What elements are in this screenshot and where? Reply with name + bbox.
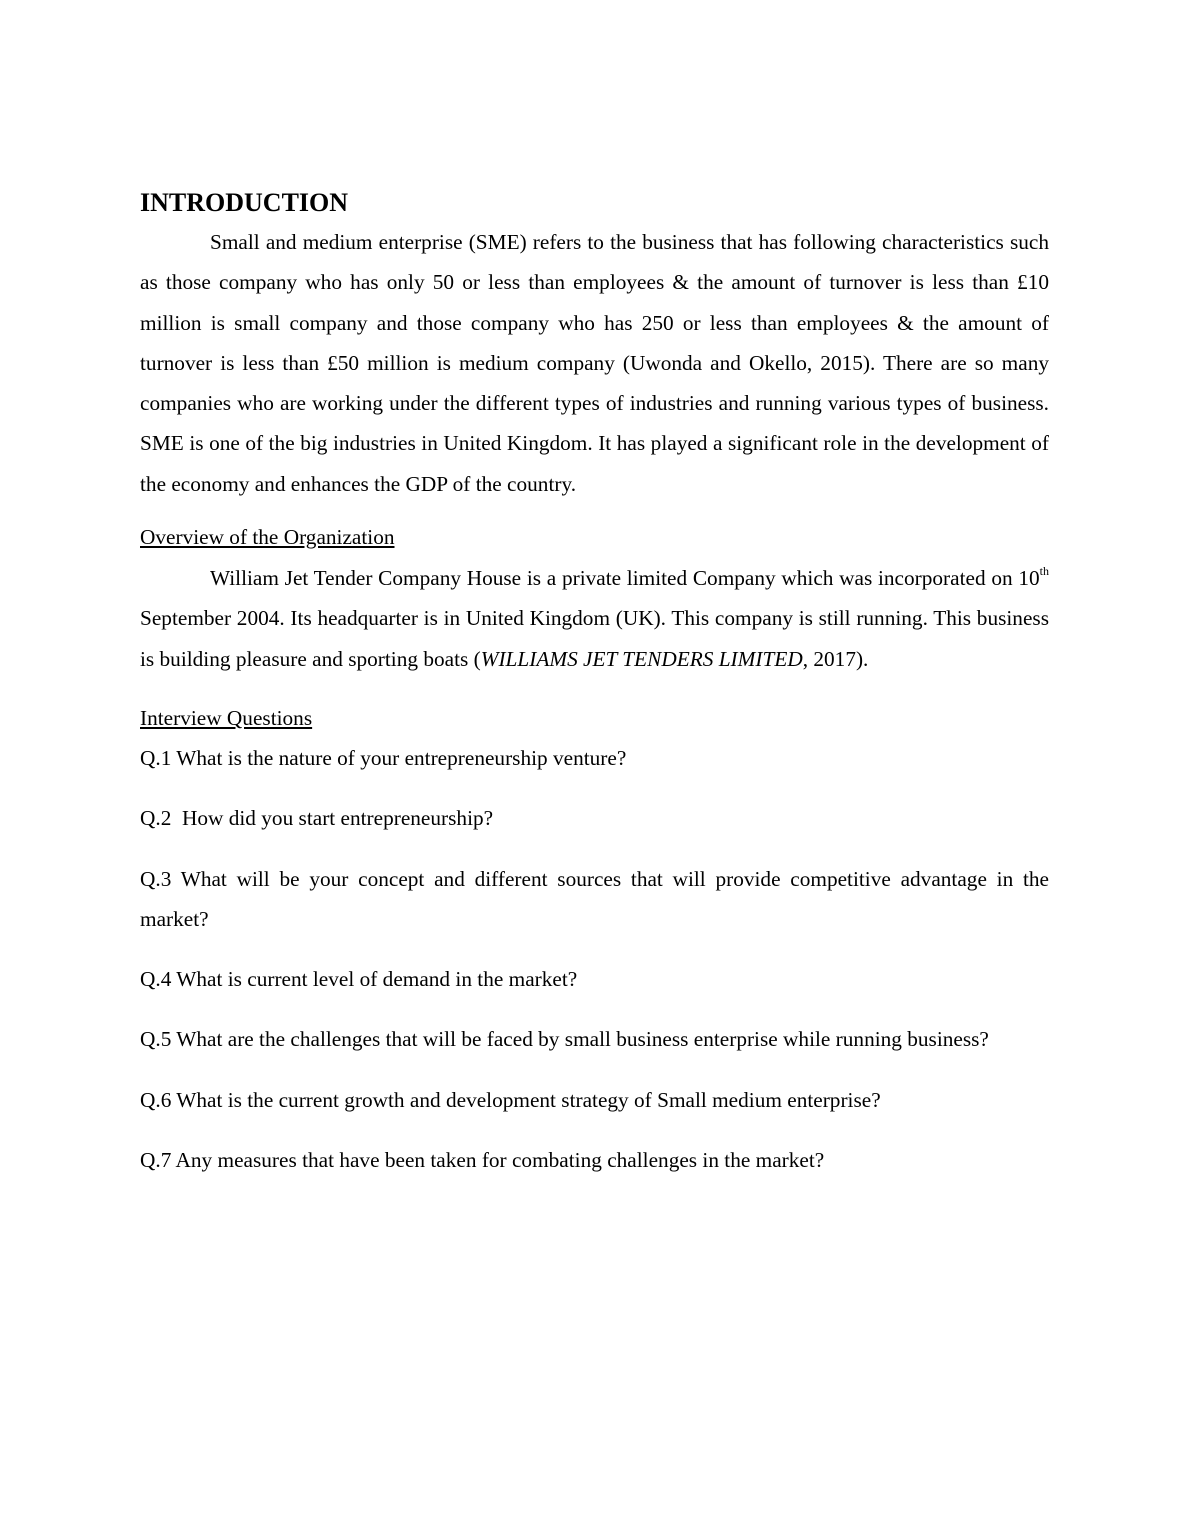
citation-year: , 2017). [802,646,869,671]
interview-heading: Interview Questions [140,705,313,730]
ordinal-suffix: th [1039,564,1049,579]
question-6: Q.6 What is the current growth and development strategy of Small medium enterprise? [140,1087,881,1112]
introduction-heading: INTRODUCTION [140,188,349,217]
overview-text-part1: William Jet Tender Company House is a private limited Company which was incorporated on 10 [210,566,1040,591]
question-7: Q.7 Any measures that have been taken for combating challenges in the market? [140,1148,825,1173]
document-page [140,186,1049,1180]
overview-heading: Overview of the Organization [140,525,395,550]
introduction-paragraph: Small and medium enterprise (SME) refers to the business that has following characteristics such as those company who has only 50 or less than employees & the amount of turnover is less than £10 million is small company and those company who has 250 or less than employees & the amount of turnover is less than £50 million is medium company (Uwonda and Okello, 2015). There are so many companies who are working under the different types of industries and running various types of business. SME is one of the big industries in United Kingdom. It has played a significant role in the development of the economy and enhances the GDP of the country. [140,230,1049,496]
overview-paragraph [140,558,1049,679]
question-3: Q.3 What will be your concept and different sources that will provide competitive advantage in the market? [140,866,1049,931]
question-1: Q.1 What is the nature of your entrepreneurship venture? [140,745,627,770]
overview-text-part2: September 2004. Its headquarter is in United Kingdom (UK). This company is still running. This business is building pleasure and sporting boats ( [140,606,1049,671]
question-2: Q.2 How did you start entrepreneurship? [140,806,494,831]
question-5: Q.5 What are the challenges that will be faced by small business enterprise while running business? [140,1027,989,1052]
question-4: Q.4 What is current level of demand in the market? [140,967,578,992]
citation-title: WILLIAMS JET TENDERS LIMITED [480,646,803,671]
